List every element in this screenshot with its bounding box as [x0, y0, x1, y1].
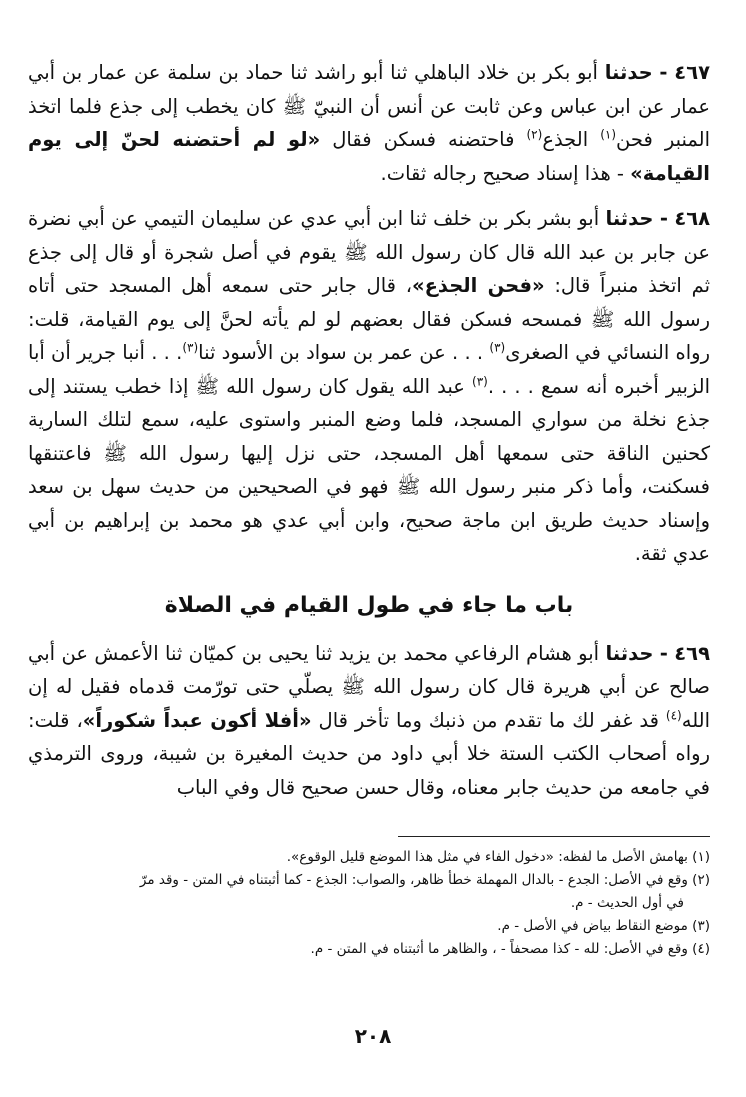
footnote-3: (٣) موضع النقاط بياض في الأصل - م.	[497, 918, 710, 934]
hadith-number: ٤٦٩	[674, 641, 710, 665]
hadith-opener: حدثنا	[605, 207, 654, 230]
hadith-text: أبو بكر بن خلاد الباهلي ثنا أبو راشد ثنا حماد بن سلمة عن عمار بن أبي عمار عن ابن عباس وعن ثابت عن أنس أن النبيّ ﷺ كان يخطب إلى جذع فلما اتخذ المنبر فحن	[28, 61, 710, 151]
footnote-2: (٢) وقع في الأصل: الجدع - بالدال المهملة خطأ ظاهر، والصواب: الجذع - كما أثبتناه في المتن - وقد مرّ	[139, 872, 710, 888]
footnote-ref[interactable]: (٣)	[182, 340, 199, 355]
page-number: ٢٠٨	[354, 1024, 392, 1048]
footnote-ref[interactable]: (٤)	[665, 708, 682, 722]
hadith-text: أبو هشام الرفاعي محمد بن يزيد ثنا يحيى بن كميّان ثنا الأعمش عن أبي صالح عن أبي هريرة قال كان رسول الله ﷺ يصلّي حتى تورّمت قدماه فقيل له إن الله	[28, 641, 711, 732]
hadith-number: ٤٦٧	[674, 61, 711, 84]
hadith-469	[28, 637, 710, 805]
prophetic-quote: «أفلا أكون عبداً شكوراً»	[82, 708, 312, 732]
chapter-title: باب ما جاء في طول القيام في الصلاة	[164, 592, 574, 618]
main-text	[28, 56, 710, 804]
hadith-text: . . . أنبا جرير أن أبا الزبير أخبره أنه سمع . . . .	[28, 341, 711, 398]
footnote-ref[interactable]: (١)	[600, 127, 617, 142]
hadith-text: عبد الله يقول كان رسول الله ﷺ إذا خطب يستند إلى جذع نخلة من سواري المسجد، فلما وضع المنبر واستوى عليه، سمع لتلك السارية كحنين الناقة حتى سمعها أهل المسجد، حتى نزل إليها رسول الله ﷺ فاعتنقها فسكنت، وأما ذكر منبر رسول الله ﷺ فهو في الصحيحين من حديث سهل بن سعد وإسناد حديث طريق ابن ماجة صحيح، وابن أبي عدي هو محمد بن إبراهيم بن أبي عدي ثقة.	[28, 374, 710, 565]
hadith-opener: حدثنا	[604, 61, 653, 84]
footnote-2-continuation: في أول الحديث - م.	[570, 895, 684, 911]
grading-text: - هذا إسناد صحيح رجاله ثقات.	[380, 161, 624, 185]
dash: -	[659, 61, 668, 84]
dash: -	[659, 207, 668, 230]
hadith-468	[28, 202, 710, 571]
hadith-467	[28, 56, 710, 190]
dash: -	[659, 641, 668, 665]
footnote-ref[interactable]: (٣)	[489, 340, 506, 355]
footnote-1: (١) بهامش الأصل ما لفظه: «دخول الفاء في مثل هذا الموضع قليل الوقوع».	[286, 849, 710, 865]
footnote-4: (٤) وقع في الأصل: لله - كذا مصحفاً - ، والظاهر ما أثبتناه في المتن - م.	[310, 941, 710, 957]
hadith-text: ، قلت: رواه أصحاب الكتب الستة خلا أبي داود من حديث المغيرة بن شيبة، وروى الترمذي في جامعه من حديث جابر معناه، وقال حسن صحيح قال وفي الباب	[28, 708, 710, 799]
prophetic-quote: «لو لم أحتضنه لحنّ إلى يوم القيامة»	[28, 128, 710, 185]
footnotes	[28, 846, 710, 961]
hadith-opener: حدثنا	[605, 641, 654, 665]
hadith-text: الجذع	[542, 128, 589, 151]
hadith-text: فاحتضنه فسكن فقال	[332, 128, 515, 151]
footnote-ref[interactable]: (٣)	[472, 374, 488, 388]
hadith-text: قد غفر لك ما تقدم من ذنبك وما تأخر قال	[318, 708, 659, 732]
hadith-number: ٤٦٨	[674, 207, 711, 230]
hadith-text: . . . عن عمر بن سواد بن الأسود ثنا	[198, 341, 484, 364]
footnote-separator	[398, 836, 710, 837]
hadith-text: ، قال جابر حتى سمعه أهل المسجد حتى أتاه رسول الله ﷺ فمسحه فسكن فقال بعضهم لو لم يأته لحنَّ إلى يوم القيامة، قلت: رواه النسائي في الصغرى	[28, 274, 710, 364]
prophetic-quote: «فحن الجذع»	[412, 274, 545, 297]
hadith-text: أبو بشر بكر بن خلف ثنا ابن أبي عدي عن سليمان التيمي عن أبي نضرة عن جابر بن عبد الله قال كان رسول الله ﷺ يقوم في أصل شجرة أو قال إلى جذع ثم اتخذ منبراً قال:	[28, 207, 710, 297]
footnote-ref[interactable]: (٢)	[526, 127, 543, 142]
